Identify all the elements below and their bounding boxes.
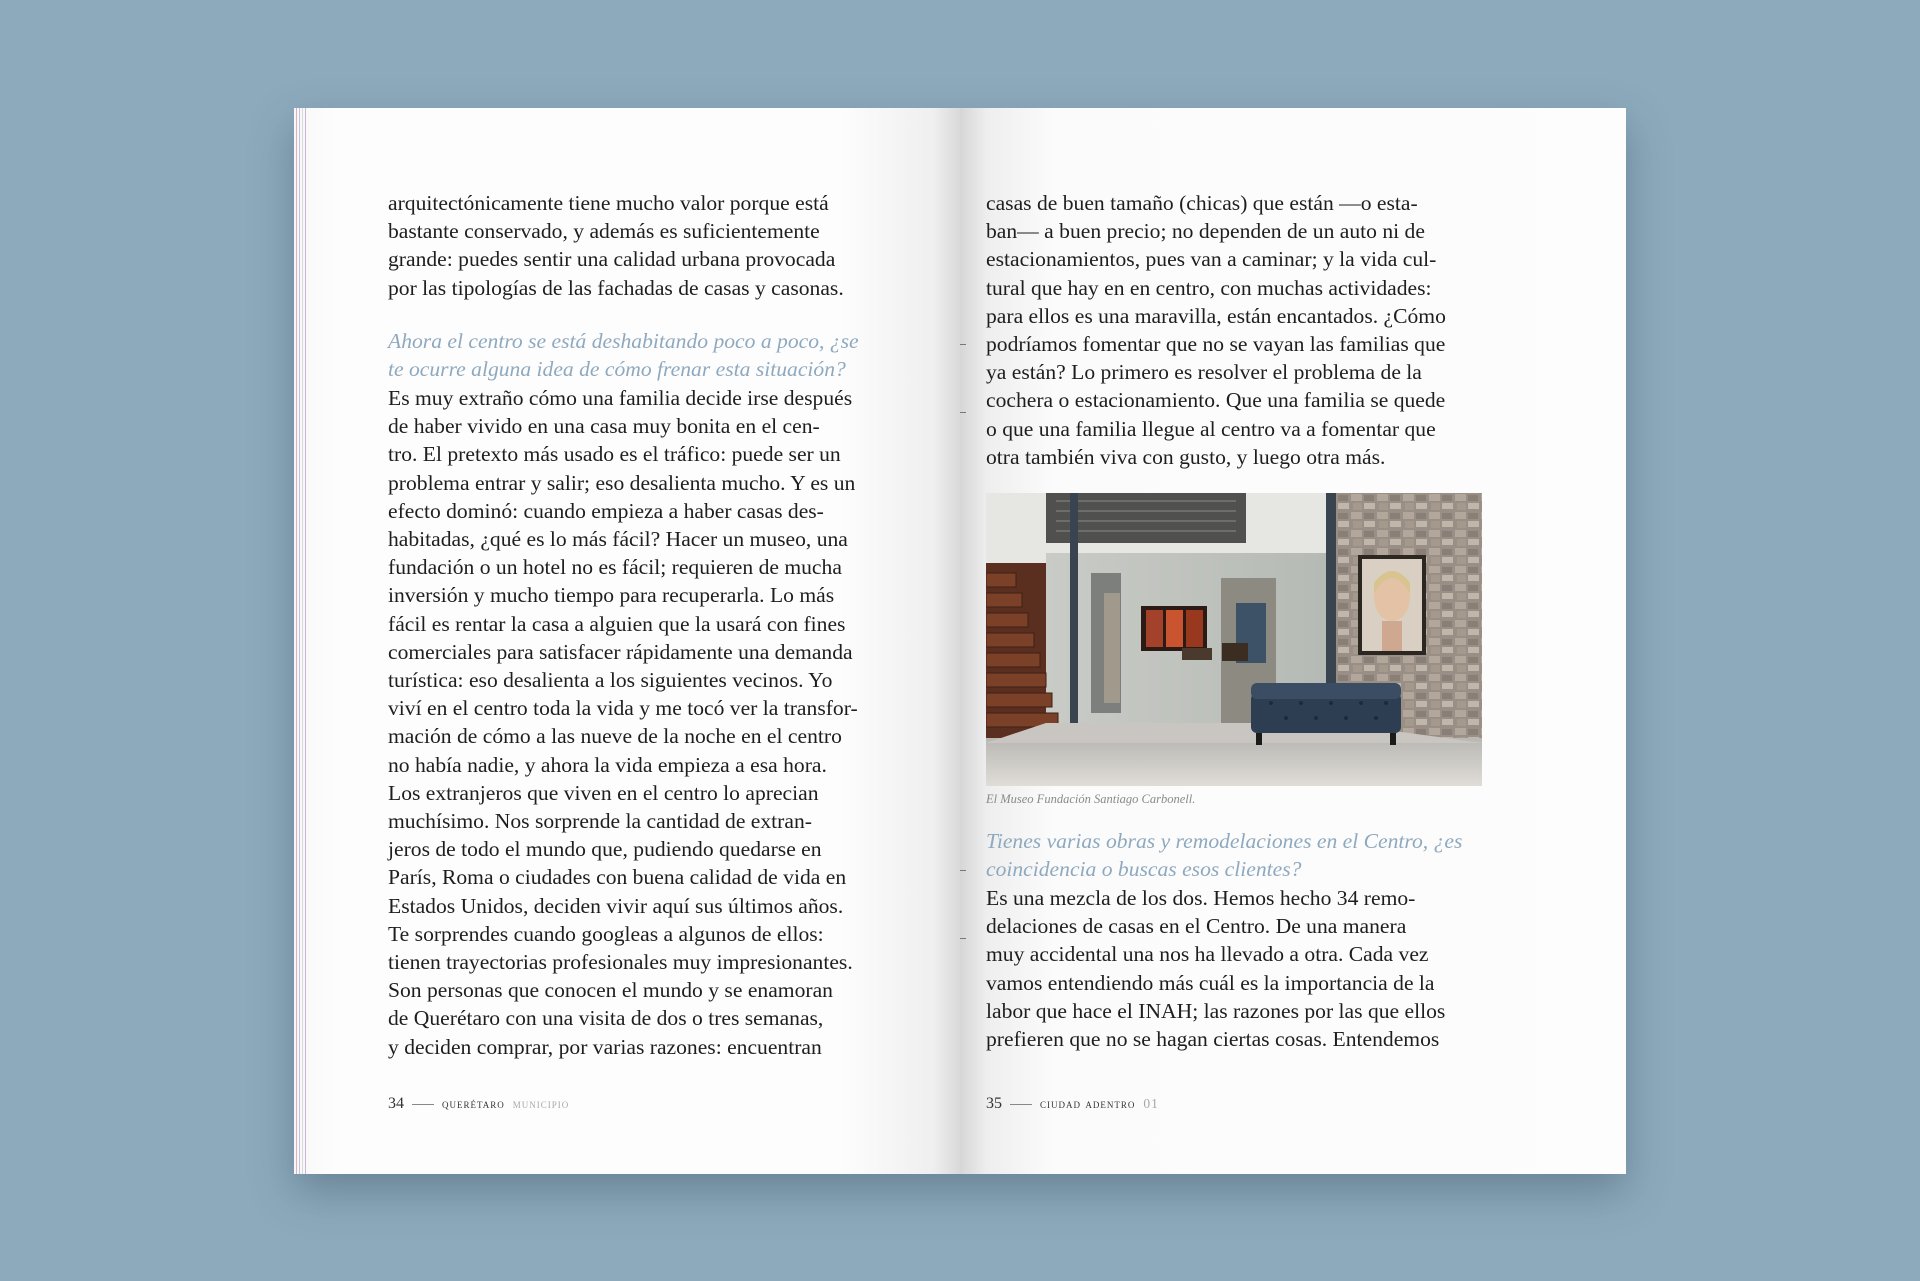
museum-photo bbox=[986, 493, 1482, 786]
footer-dash bbox=[412, 1104, 434, 1105]
left-page bbox=[294, 108, 960, 1174]
page-edge-lines bbox=[294, 108, 308, 1174]
right-paragraph-2: Es una mezcla de los dos. Hemos hecho 34 remo- delaciones de casas en el Centro. De una manera muy accidental una nos ha llevado a otra. Cada vez vamos entendiendo más cuál es la importancia de la labor que hace el INAH; las razones por las que ellos prefieren que no se hagan ciertas cosas. Entendemos bbox=[986, 886, 1446, 1052]
footer-section: ciudad adentro bbox=[1040, 1096, 1136, 1111]
left-question: Ahora el centro se está deshabitando poco a poco, ¿se te ocurre alguna idea de cómo frenar esta situación? bbox=[388, 329, 859, 382]
footer-section: querétaro bbox=[442, 1096, 505, 1111]
right-paragraph-1: casas de buen tamaño (chicas) que están —o esta- ban— a buen precio; no dependen de un auto ni de estacionamientos, pues van a caminar; y la vida cul- tural que hay en en centro, con muchas actividades: para ellos es una maravilla, están encantados. ¿Cómo podríamos fomentar que no se vayan las familias que ya están? Lo primero es resolver el problema de la cochera o estacionamiento. Que una familia se quede o que una familia llegue al centro va a fomentar que otra también viva con gusto, y luego otra más. bbox=[986, 191, 1446, 469]
left-paragraph-2: Es muy extraño cómo una familia decide irse después de haber vivido en una casa muy bonita en el cen- tro. El pretexto más usado es el tráfico: puede ser un problema entrar y salir; eso desalienta mucho. Y es un efecto dominó: cuando empieza a haber casas des- habitadas, ¿qué es lo más fácil? Hacer un museo, una fundación o un hotel no es fácil; requieren de mucha inversión y mucho tiempo para recuperarla. Lo más fácil es rentar la casa a alguien que la usará con fines comerciales para satisfacer rápidamente una demanda turística: eso desalienta a los siguientes vecinos. Yo viví en el centro toda la vida y me tocó ver la transfor- mación de cómo a las nueve de la noche en el centro no había nadie, y ahora la vida empieza a esa hora. Los extranjeros que viven en el centro lo aprecian muchísimo. Nos sorprende la cantidad de extran- jeros de todo el mundo que, pudiendo quedarse en París, Roma o ciudades con buena calidad de vida en Estados Unidos, deciden vivir aquí sus últimos años. Te sorprendes cuando googleas a algunos de ellos: tienen trayectorias profesionales muy impresionantes. Son personas que conocen el mundo y se enamoran de Querétaro con una visita de dos o tres semanas, y deciden comprar, por varias razones: encuentran bbox=[388, 386, 858, 1059]
right-question: Tienes varias obras y remodelaciones en el Centro, ¿es coincidencia o buscas esos clientes? bbox=[986, 829, 1463, 882]
right-page bbox=[960, 108, 1626, 1174]
footer-dash bbox=[1010, 1104, 1032, 1105]
footer-section-light: municipio bbox=[512, 1096, 570, 1111]
spine-stitch bbox=[960, 412, 966, 413]
page-number: 35 bbox=[986, 1095, 1002, 1112]
book-spread bbox=[294, 108, 1626, 1174]
spine-stitch bbox=[960, 938, 966, 939]
spine-stitch bbox=[960, 870, 966, 871]
museum-interior-image bbox=[986, 493, 1482, 786]
right-footer bbox=[986, 1095, 1159, 1113]
footer-section-light: 01 bbox=[1143, 1096, 1159, 1111]
left-paragraph-1: arquitectónicamente tiene mucho valor porque está bastante conservado, y además es suficientemente grande: puedes sentir una calidad urbana provocada por las tipologías de las fachadas de casas y casonas. bbox=[388, 191, 844, 300]
page-number: 34 bbox=[388, 1095, 404, 1112]
photo-caption: El Museo Fundación Santiago Carbonell. bbox=[986, 792, 1196, 806]
left-footer bbox=[388, 1095, 569, 1113]
spine-stitch bbox=[960, 344, 966, 345]
